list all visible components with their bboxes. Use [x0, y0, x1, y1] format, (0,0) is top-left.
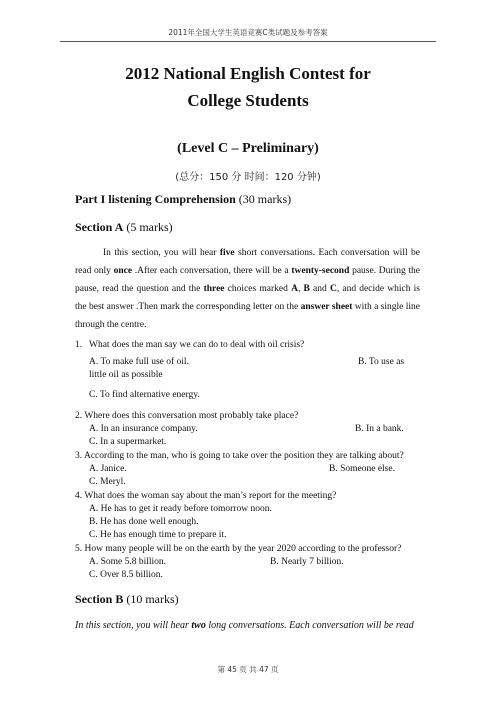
q3-option-c: C. Meryl. [89, 477, 126, 487]
part-heading [75, 192, 291, 207]
section-b-instructions: In this section, you will hear two long conversations. Each conversation will be read [75, 620, 414, 631]
section-a-marks: (5 marks) [126, 220, 173, 234]
question-4: 4. What does the woman say about the man’s report for the meeting? [75, 491, 337, 501]
q2-option-c: C. In a supermarket. [89, 437, 167, 447]
section-b-name: Section B [75, 592, 124, 606]
section-a-name: Section A [75, 220, 124, 234]
q4-option-a: A. He has to get it ready before tomorrow noon. [89, 504, 272, 514]
q1-option-b-cont: little oil as possible [89, 370, 163, 380]
q1-option-c: C. To find alternative energy. [89, 390, 200, 400]
question-5: 5. How many people will be on the earth by the year 2020 according to the professor? [75, 544, 402, 554]
part-name: Part I listening Comprehension [75, 192, 236, 206]
question-2: 2. Where does this conversation most probably take place? [75, 411, 299, 421]
q4-option-c: C. He has enough time to prepare it. [89, 530, 227, 540]
score-time-line: (总分：150 分 时间：120 分钟) [175, 172, 321, 183]
level-subtitle: (Level C – Preliminary) [177, 141, 319, 156]
section-a-instructions: In this section, you will hear five short conversations. Each conversation will be read only once .After each conversation, there will be a twenty-second pause. During the pause, read the question and the three choices marked A, B and C, and decide which is the best answer .Then mark the corresponding letter on the answer sheet with a single line through the centre. [75, 248, 420, 330]
q5-option-a: A. Some 5.8 billion. [89, 557, 167, 567]
q1-option-b: B. To use as [358, 357, 405, 367]
title-line-2: College Students [187, 91, 309, 110]
q5-option-c: C. Over 8.5 billion. [89, 570, 163, 580]
title-line-1: 2012 National English Contest for [125, 64, 371, 83]
q2-option-a: A. In an insurance company. [89, 424, 198, 434]
part-marks: (30 marks) [238, 192, 292, 206]
section-a-heading [75, 220, 173, 235]
page-footer: 第 45 页 共 47 页 [217, 665, 279, 674]
q4-option-b: B. He has done well enough. [89, 517, 199, 527]
q3-option-a: A. Janice. [89, 464, 127, 474]
q1-option-a: A. To make full use of oil. [89, 357, 189, 367]
q2-option-b: B. In a bank. [355, 424, 404, 434]
running-header: 2011年全国大学生英语竞赛C类试题及参考答案 [60, 27, 436, 42]
section-b-heading [75, 592, 179, 607]
q3-option-b: B. Someone else. [329, 464, 395, 474]
question-3: 3. According to the man, who is going to take over the position they are talking about? [75, 451, 404, 461]
question-1: 1. What does the man say we can do to deal with oil crisis? [75, 340, 305, 350]
q5-option-b: B. Nearly 7 billion. [270, 557, 344, 567]
section-b-marks: (10 marks) [126, 592, 179, 606]
